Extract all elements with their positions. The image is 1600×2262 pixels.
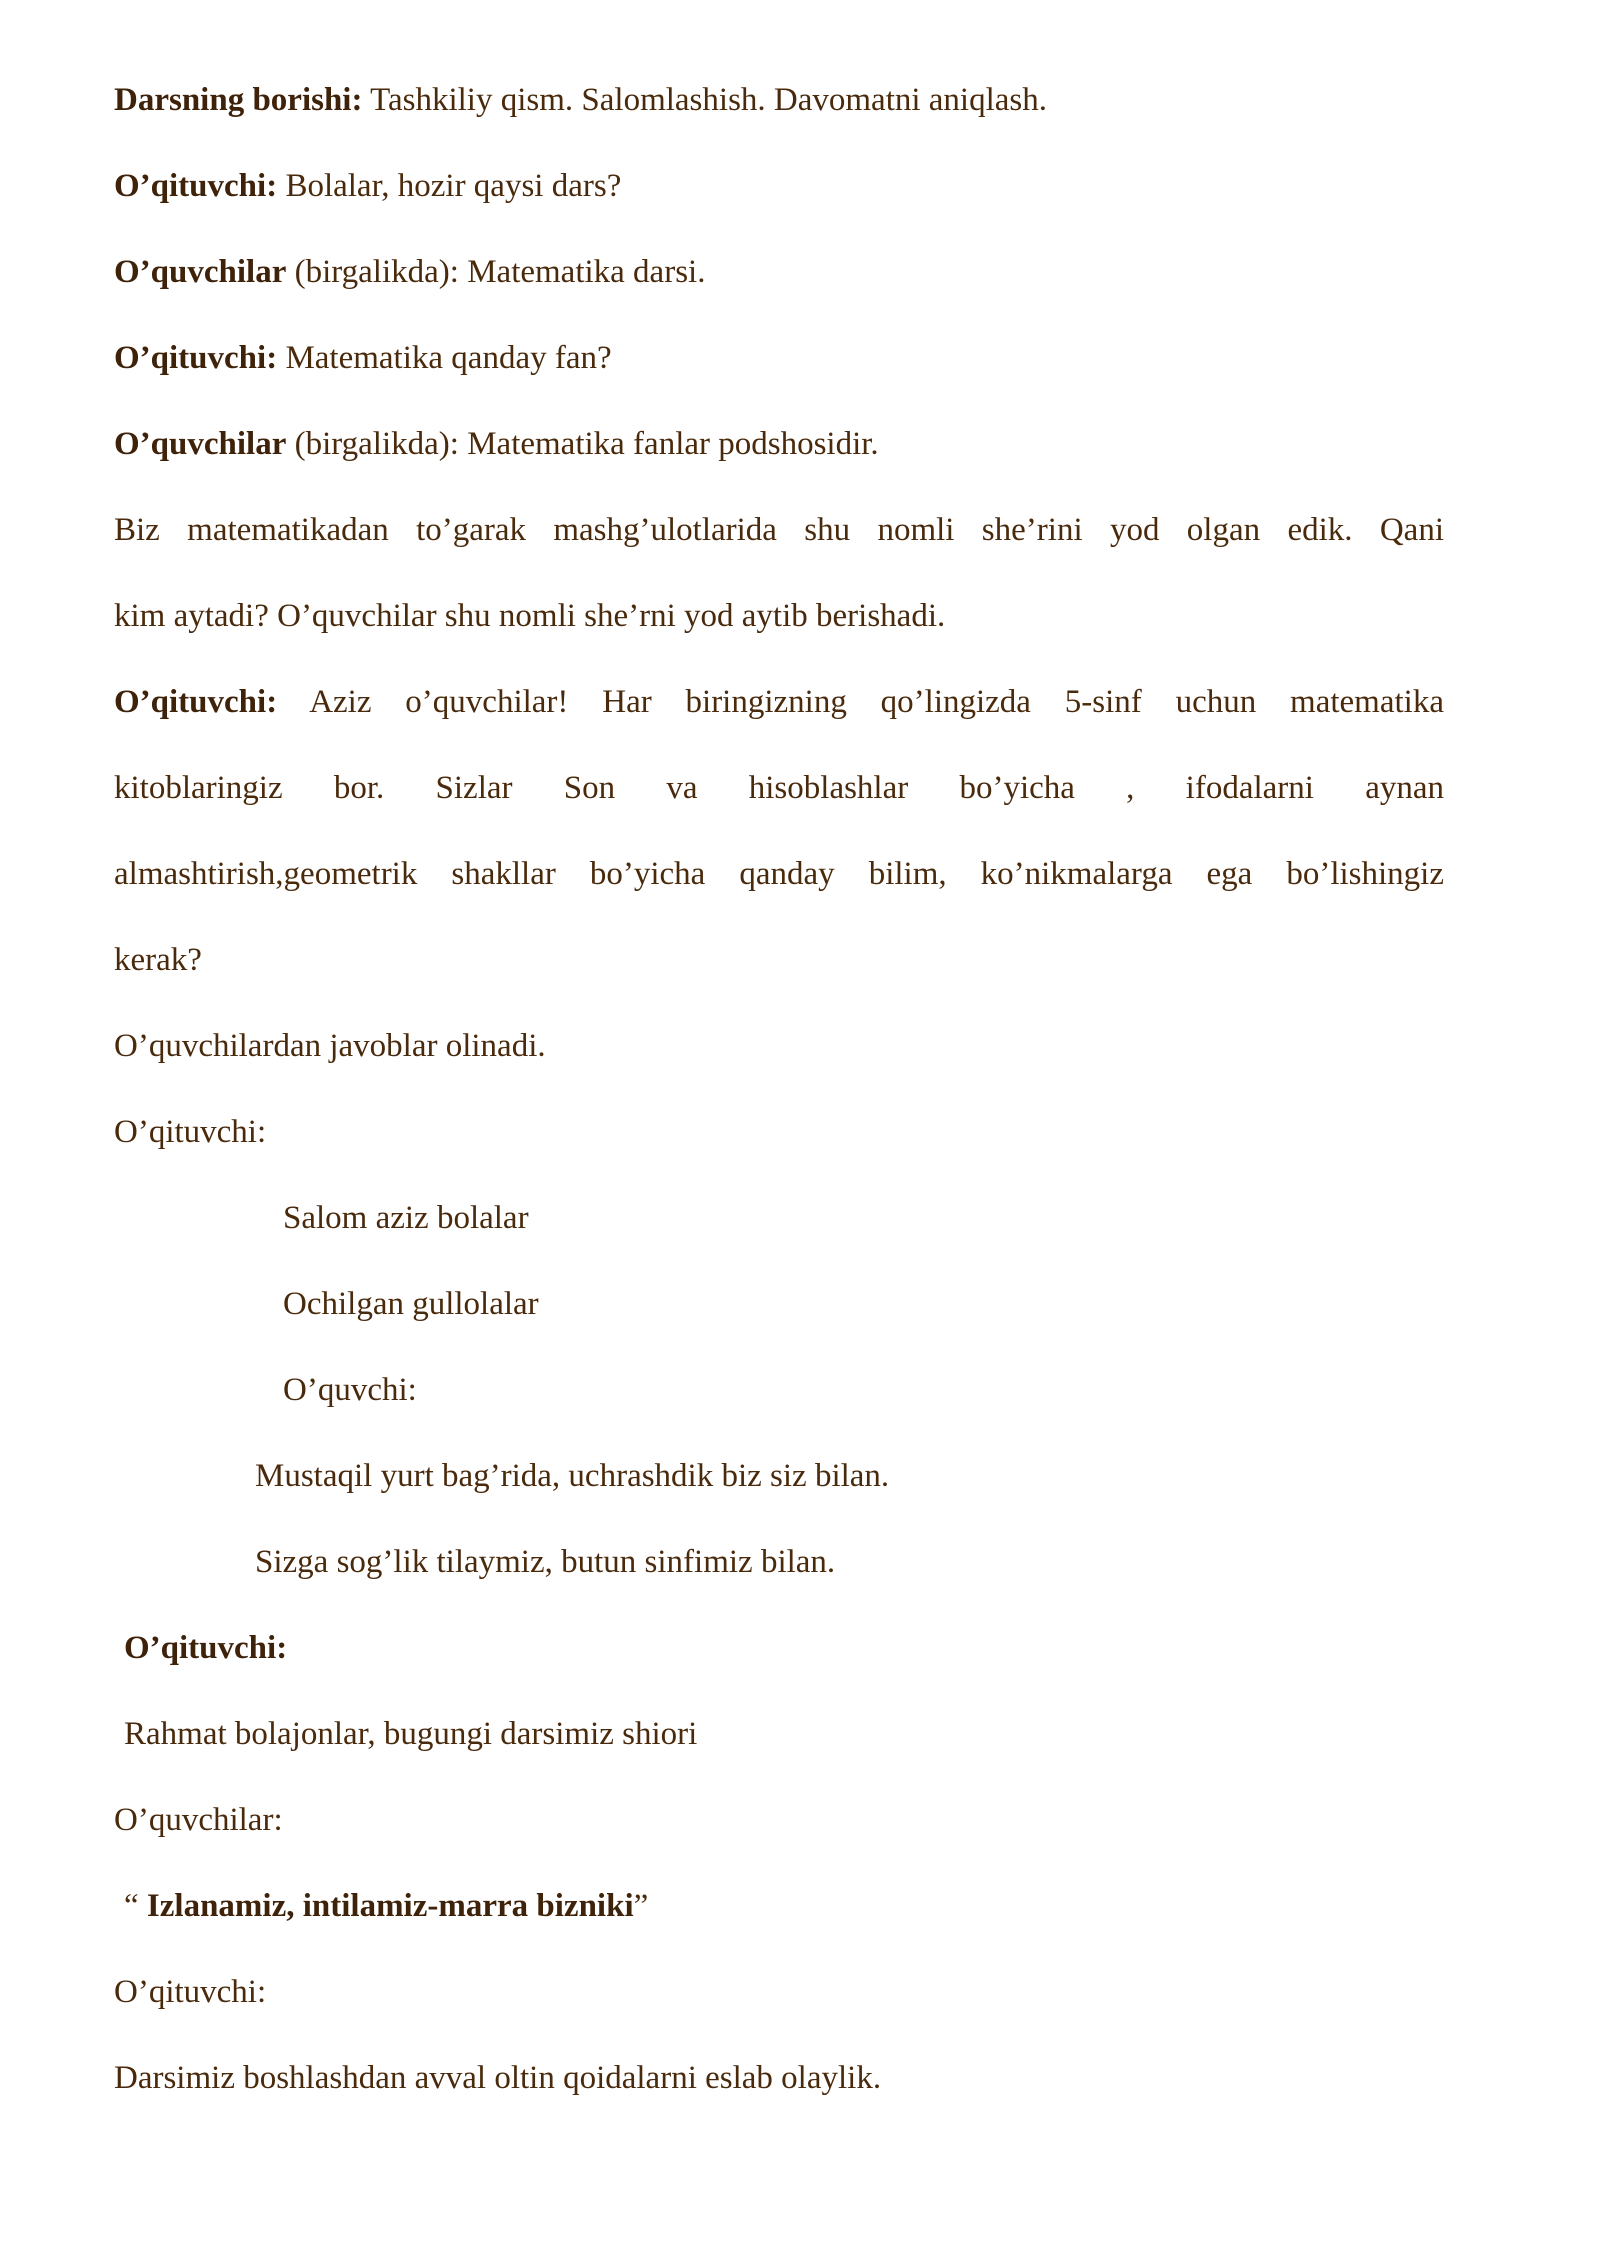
- paragraph-line: [114, 510, 1444, 550]
- paragraph-text: Darsimiz boshlashdan avval oltin qoidalarni eslab olaylik.: [114, 2060, 882, 2096]
- dialogue-line: [114, 682, 1444, 722]
- dialogue-text: (birgalikda): Matematika darsi.: [286, 254, 706, 290]
- dialogue-line: [114, 166, 621, 206]
- speaker-label: O’quvchilar: [114, 254, 287, 290]
- paragraph-line: [114, 1026, 546, 1066]
- paragraph-text: Tashkiliy qism. Salomlashish. Davomatni aniqlash.: [362, 82, 1048, 118]
- paragraph-line: [114, 940, 202, 980]
- speaker-label: O’quvchilar: [114, 426, 287, 462]
- poem-line: [255, 1456, 889, 1496]
- poem-line: [283, 1284, 539, 1324]
- speaker-label: O’qituvchi:: [114, 168, 278, 204]
- paragraph-lesson-flow: [114, 80, 1047, 120]
- paragraph-text: Rahmat bolajonlar, bugungi darsimiz shiori: [124, 1716, 698, 1752]
- paragraph-text: kitoblaringiz bor. Sizlar Son va hisoblashlar bo’yicha , ifodalarni aynan: [114, 770, 1444, 806]
- speaker-line: [124, 1628, 287, 1668]
- poem-line: [283, 1198, 529, 1238]
- dialogue-line: [114, 252, 705, 292]
- speaker-label: O’qituvchi:: [114, 1974, 267, 2010]
- poem-text: Mustaqil yurt bag’rida, uchrashdik biz siz bilan.: [255, 1458, 890, 1494]
- speaker-label: O’qituvchi:: [114, 684, 278, 720]
- paragraph-line: [114, 596, 945, 636]
- paragraph-text: almashtirish,geometrik shakllar bo’yicha qanday bilim, ko’nikmalarga ega bo’lishingiz: [114, 856, 1444, 892]
- poem-line: [255, 1542, 835, 1582]
- speaker-line: [283, 1370, 417, 1410]
- paragraph-line: [114, 854, 1444, 894]
- speaker-label: O’qituvchi:: [114, 340, 278, 376]
- poem-text: Salom aziz bolalar: [283, 1200, 529, 1236]
- speaker-label: O’qituvchi:: [114, 1114, 267, 1150]
- dialogue-text: Matematika qanday fan?: [277, 340, 612, 376]
- poem-text: Sizga sog’lik tilaymiz, butun sinfimiz bilan.: [255, 1544, 836, 1580]
- dialogue-line: [114, 338, 612, 378]
- speaker-label: O’quvchilar:: [114, 1802, 283, 1838]
- dialogue-text: Bolalar, hozir qaysi dars?: [277, 168, 622, 204]
- quote-open: “: [124, 1888, 147, 1924]
- paragraph-line: [114, 2058, 881, 2098]
- paragraph-text: Biz matematikadan to’garak mashg’ulotlarida shu nomli she’rini yod olgan edik. Qani: [114, 512, 1444, 548]
- poem-text: Ochilgan gullolalar: [283, 1286, 539, 1322]
- paragraph-text: kerak?: [114, 942, 202, 978]
- quote-close: ”: [633, 1888, 649, 1924]
- speaker-label: O’quvchi:: [283, 1372, 417, 1408]
- speaker-line: [114, 1112, 266, 1152]
- dialogue-line: [114, 424, 879, 464]
- label-bold: Darsning borishi:: [114, 82, 363, 118]
- paragraph-text: kim aytadi? O’quvchilar shu nomli she’rni yod aytib berishadi.: [114, 598, 946, 634]
- paragraph-line: [114, 768, 1444, 808]
- speaker-label: O’qituvchi:: [124, 1630, 288, 1666]
- paragraph-text: O’quvchilardan javoblar olinadi.: [114, 1028, 546, 1064]
- speaker-line: [114, 1800, 283, 1840]
- speaker-line: [114, 1972, 266, 2012]
- paragraph-line: [124, 1714, 697, 1754]
- dialogue-text: Aziz o’quvchilar! Har biringizning qo’lingizda 5-sinf uchun matematika: [277, 684, 1444, 720]
- motto-text: Izlanamiz, intilamiz-marra bizniki: [146, 1888, 634, 1924]
- dialogue-text: (birgalikda): Matematika fanlar podshosidir.: [286, 426, 879, 462]
- lesson-motto: [124, 1886, 648, 1926]
